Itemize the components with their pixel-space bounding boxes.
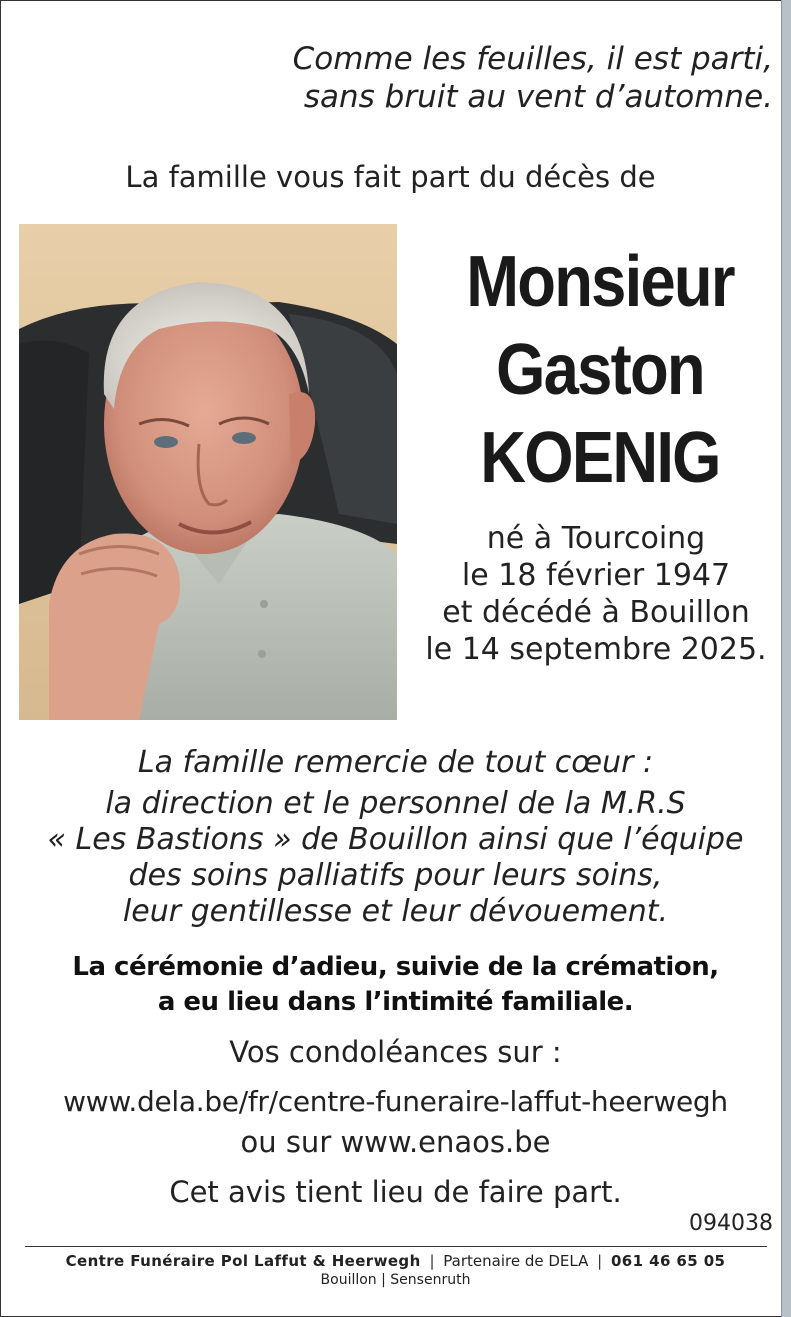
footer-divider [25,1246,767,1247]
phone-number: 061 46 65 05 [610,1252,726,1270]
death-place: et décédé à Bouillon [442,595,750,630]
condolences-link-dela[interactable]: www.dela.be/fr/centre-funeraire-laffut-heerwegh [63,1085,728,1118]
footer-locations: Bouillon | Sensenruth [320,1272,471,1288]
deceased-name [433,238,767,502]
birth-place: né à Tourcoing [486,521,706,556]
name-first: Gaston [496,330,704,410]
quote-line: sans bruit au vent d’automne. [303,79,773,115]
notice-statement: Cet avis tient lieu de faire part. [169,1175,622,1209]
thanks-line: la direction et le personnel de la M.R.S [105,786,686,821]
portrait-photo [19,224,397,720]
thanks-block [0,745,791,930]
condolences-block [0,1032,791,1212]
thanks-line: leur gentillesse et leur dévouement. [122,894,669,929]
death-date: le 14 septembre 2025. [425,632,767,667]
intro-line: La famille vous fait part du décès de [125,160,656,194]
ceremony-line: La cérémonie d’adieu, suivie de la crémation, [72,952,719,982]
separator: | [597,1252,603,1270]
portrait-image [19,224,397,720]
birth-death-info [400,520,791,668]
name-title: Monsieur [466,242,734,322]
funeral-company: Centre Funéraire Pol Laffut & Heerwegh [65,1252,421,1270]
quote-line: Comme les feuilles, il est parti, [292,41,773,77]
ceremony-block [0,950,791,1020]
condolences-label: Vos condoléances sur : [229,1035,562,1069]
reference-number: 094038 [689,1211,773,1236]
thanks-heading: La famille remercie de tout cœur : [137,745,654,780]
thanks-line: « Les Bastions » de Bouillon ainsi que l’équipe [47,822,744,857]
birth-date: le 18 février 1947 [461,558,731,593]
thanks-line: des soins palliatifs pour leurs soins, [128,858,663,893]
alt-prefix: ou sur [240,1125,332,1159]
epigraph-quote [173,40,773,116]
ceremony-line: a eu lieu dans l’intimité familiale. [157,987,634,1017]
condolences-link-enaos[interactable]: www.enaos.be [340,1125,551,1159]
separator: | [429,1252,435,1270]
condolences-alt-line [0,1122,791,1162]
footer-company-line [0,1252,791,1270]
intro-text [0,160,791,194]
partner-text: Partenaire de DELA [443,1252,589,1270]
name-last: KOENIG [480,418,720,498]
